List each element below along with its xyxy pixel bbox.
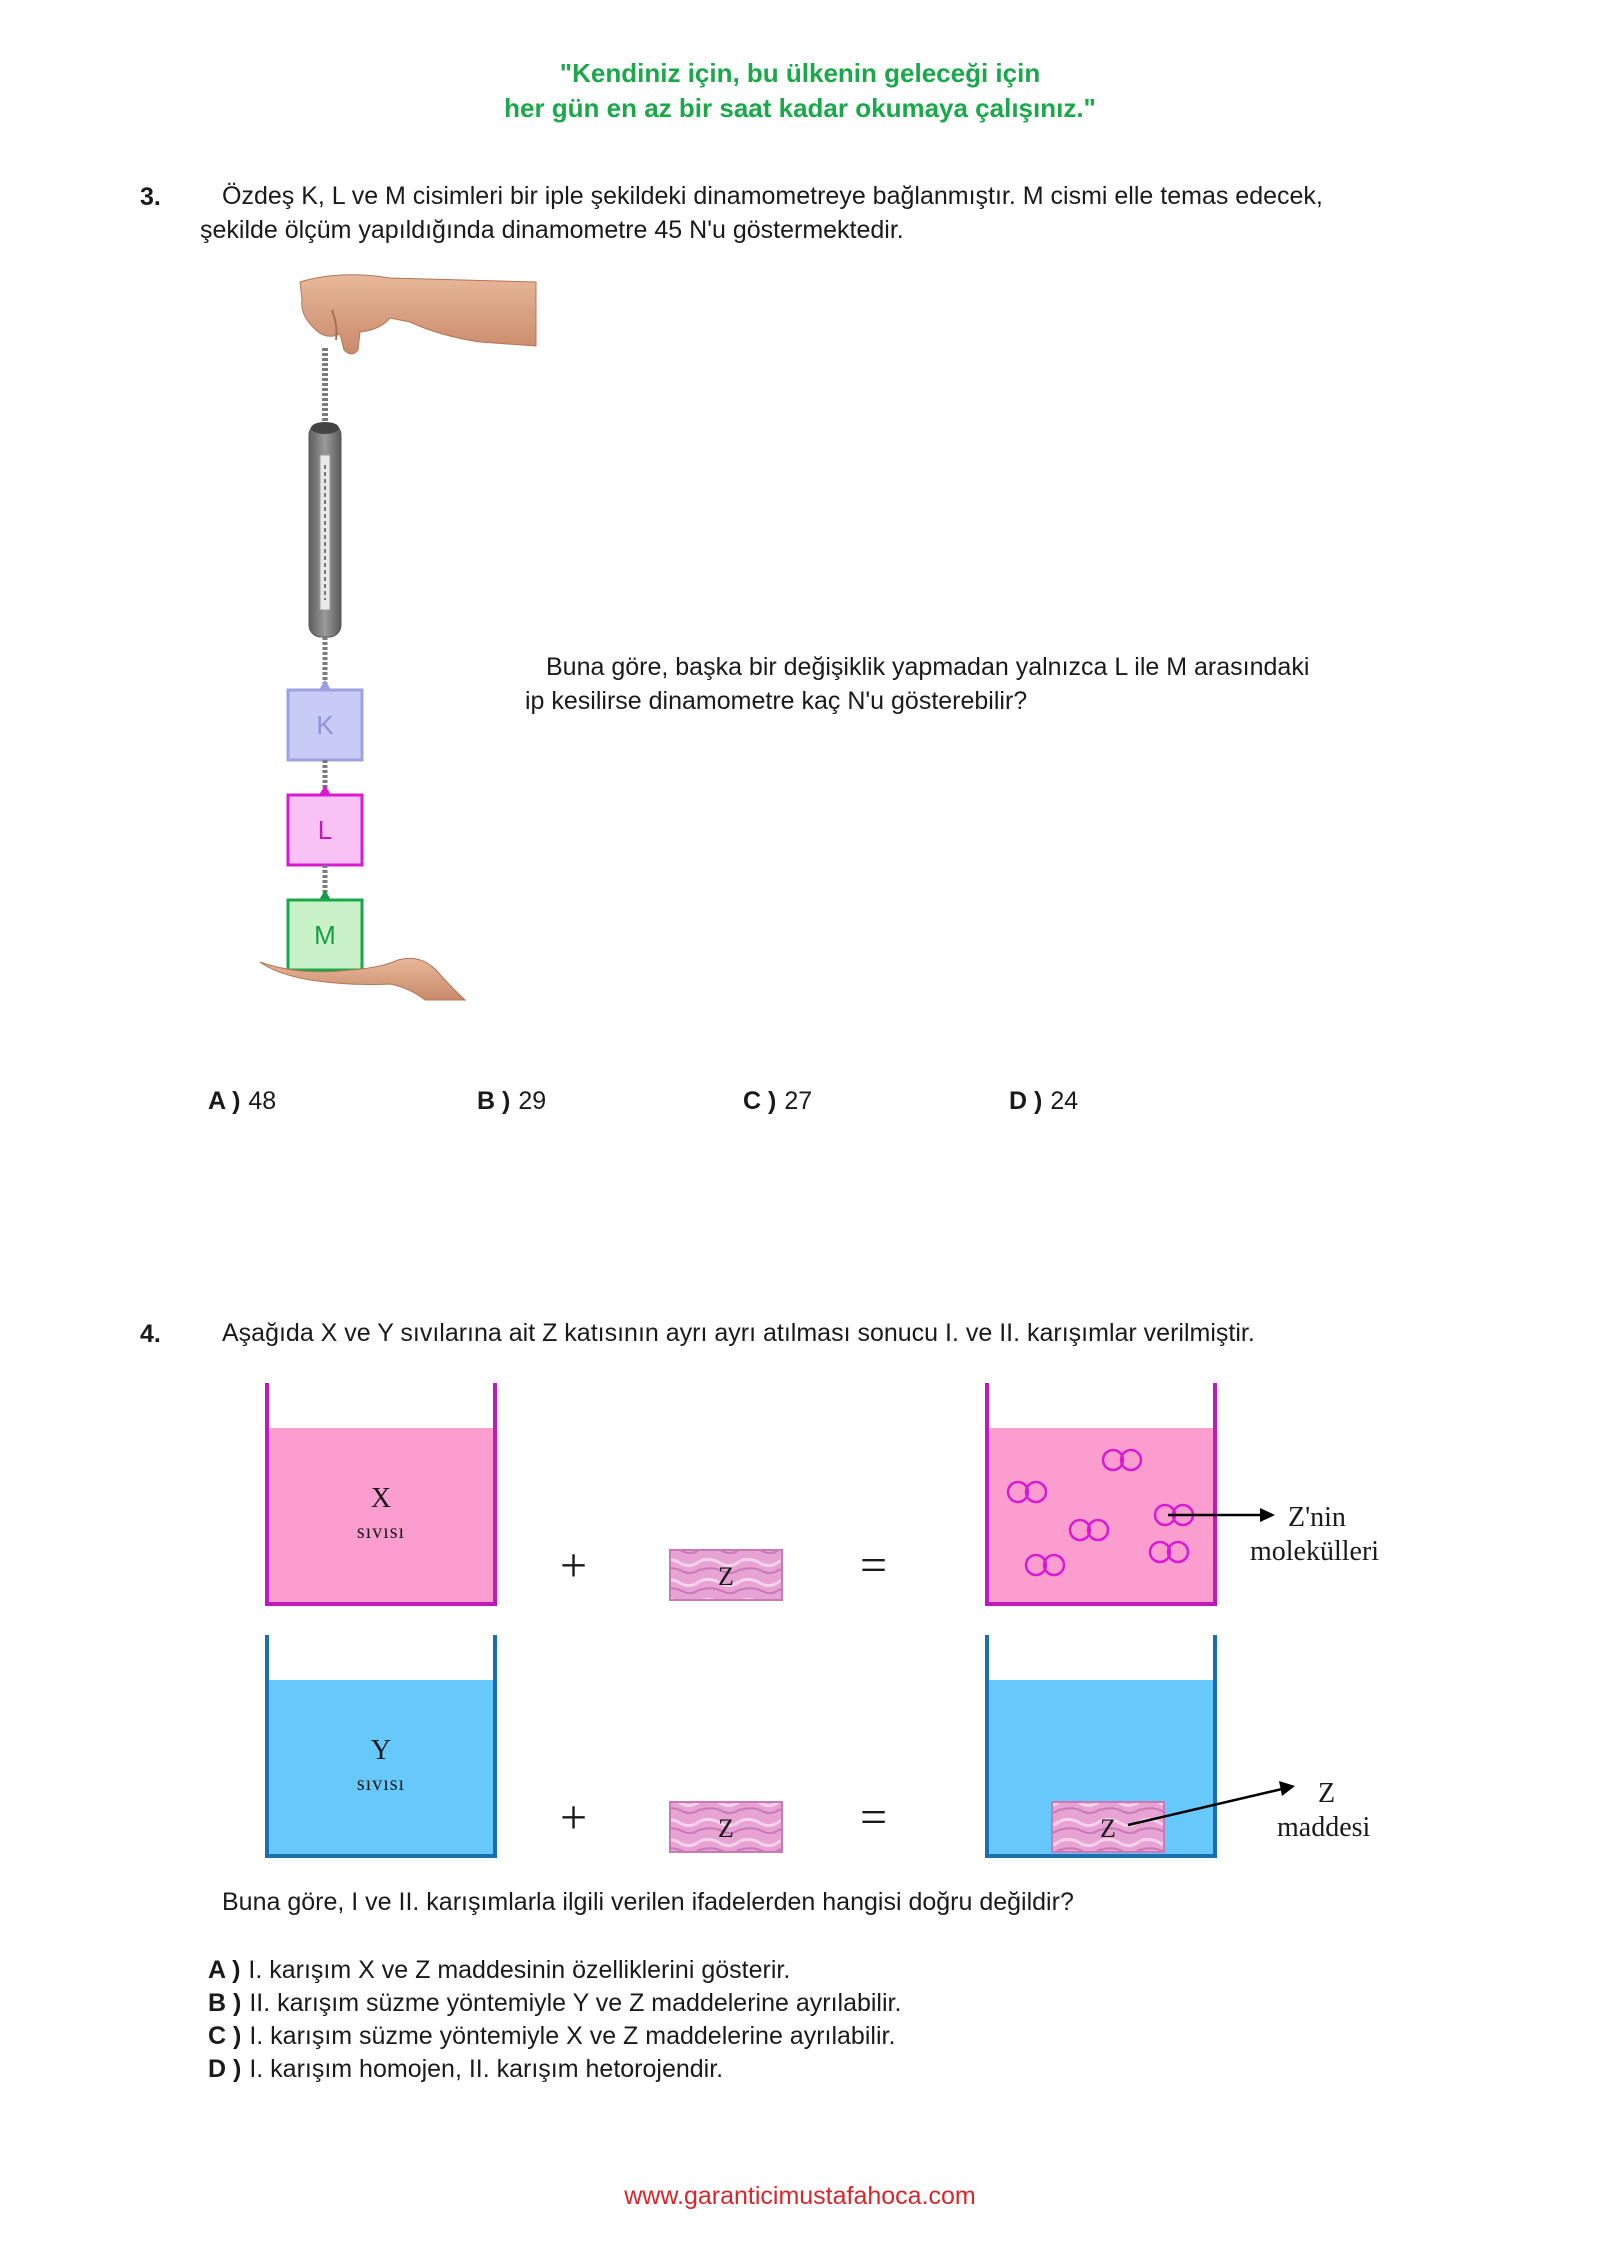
motto-line-1: "Kendiniz için, bu ülkenin geleceği için xyxy=(559,58,1041,88)
arrow-label-2-line2: maddesi xyxy=(1277,1812,1371,1843)
equals-sign-1: = xyxy=(860,1539,888,1592)
question-4-text: Aşağıda X ve Y sıvılarına ait Z katısının ayrı ayrı atılması sonucu I. ve II. karışımlar verilmiştir. xyxy=(222,1319,1255,1347)
q3-option-a[interactable]: A ) 48 xyxy=(208,1087,277,1115)
question-3-number: 3. xyxy=(140,183,161,211)
plus-sign-1: + xyxy=(560,1539,588,1592)
question-3-text-2: şekilde ölçüm yapıldığında dinamometre 45 N'u göstermektedir. xyxy=(200,216,904,244)
arrow-label-2-line1: Z xyxy=(1318,1778,1336,1809)
top-hand-icon xyxy=(300,275,536,354)
solid-z-label-2: Z xyxy=(718,1814,734,1843)
solid-z-label-3: Z xyxy=(1100,1814,1116,1843)
q3-option-c[interactable]: C ) 27 xyxy=(743,1087,813,1115)
beaker-x-label: X xyxy=(370,1483,392,1514)
arrow-label-1-line1: Z'nin xyxy=(1288,1502,1346,1533)
motto-line-2: her gün en az bir saat kadar okumaya çalışınız." xyxy=(504,93,1096,123)
question-4-prompt: Buna göre, I ve II. karışımlarla ilgili verilen ifadelerden hangisi doğru değildir? xyxy=(222,1888,1074,1916)
dynamometer-icon xyxy=(309,422,341,637)
question-3-text-1: Özdeş K, L ve M cisimleri bir iple şekildeki dinamometreye bağlanmıştır. M cismi elle temas edecek, xyxy=(222,182,1323,210)
footer-url[interactable]: www.garanticimustafahoca.com xyxy=(624,2182,976,2210)
question-3-prompt-2: ip kesilirse dinamometre kaç N'u gösterebilir? xyxy=(525,687,1028,715)
plus-sign-2: + xyxy=(560,1791,588,1844)
beaker-y-label: Y xyxy=(370,1735,392,1766)
block-l-label: L xyxy=(317,815,333,845)
block-k-label: K xyxy=(316,710,334,740)
beaker-x-sub: sıvısı xyxy=(356,1521,406,1543)
arrow-label-1-line2: molekülleri xyxy=(1250,1536,1380,1567)
equals-sign-2: = xyxy=(860,1791,888,1844)
question-3-prompt-1: Buna göre, başka bir değişiklik yapmadan yalnızca L ile M arasındaki xyxy=(546,653,1310,681)
solid-z-label-1: Z xyxy=(718,1562,734,1591)
q4-option-c[interactable]: C ) I. karışım süzme yöntemiyle X ve Z maddelerine ayrılabilir. xyxy=(208,2022,896,2050)
q4-option-a[interactable]: A ) I. karışım X ve Z maddesinin özelliklerini gösterir. xyxy=(208,1956,791,1984)
question-4-number: 4. xyxy=(140,1320,161,1348)
q3-option-d[interactable]: D ) 24 xyxy=(1009,1087,1079,1115)
block-m-label: M xyxy=(314,920,336,950)
q3-option-b[interactable]: B ) 29 xyxy=(477,1087,547,1115)
beaker-y-sub: sıvısı xyxy=(356,1773,406,1795)
q4-option-d[interactable]: D ) I. karışım homojen, II. karışım hetorojendir. xyxy=(208,2055,724,2083)
q4-option-b[interactable]: B ) II. karışım süzme yöntemiyle Y ve Z maddelerine ayrılabilir. xyxy=(208,1989,902,2017)
dynamometer-figure xyxy=(240,270,540,1030)
